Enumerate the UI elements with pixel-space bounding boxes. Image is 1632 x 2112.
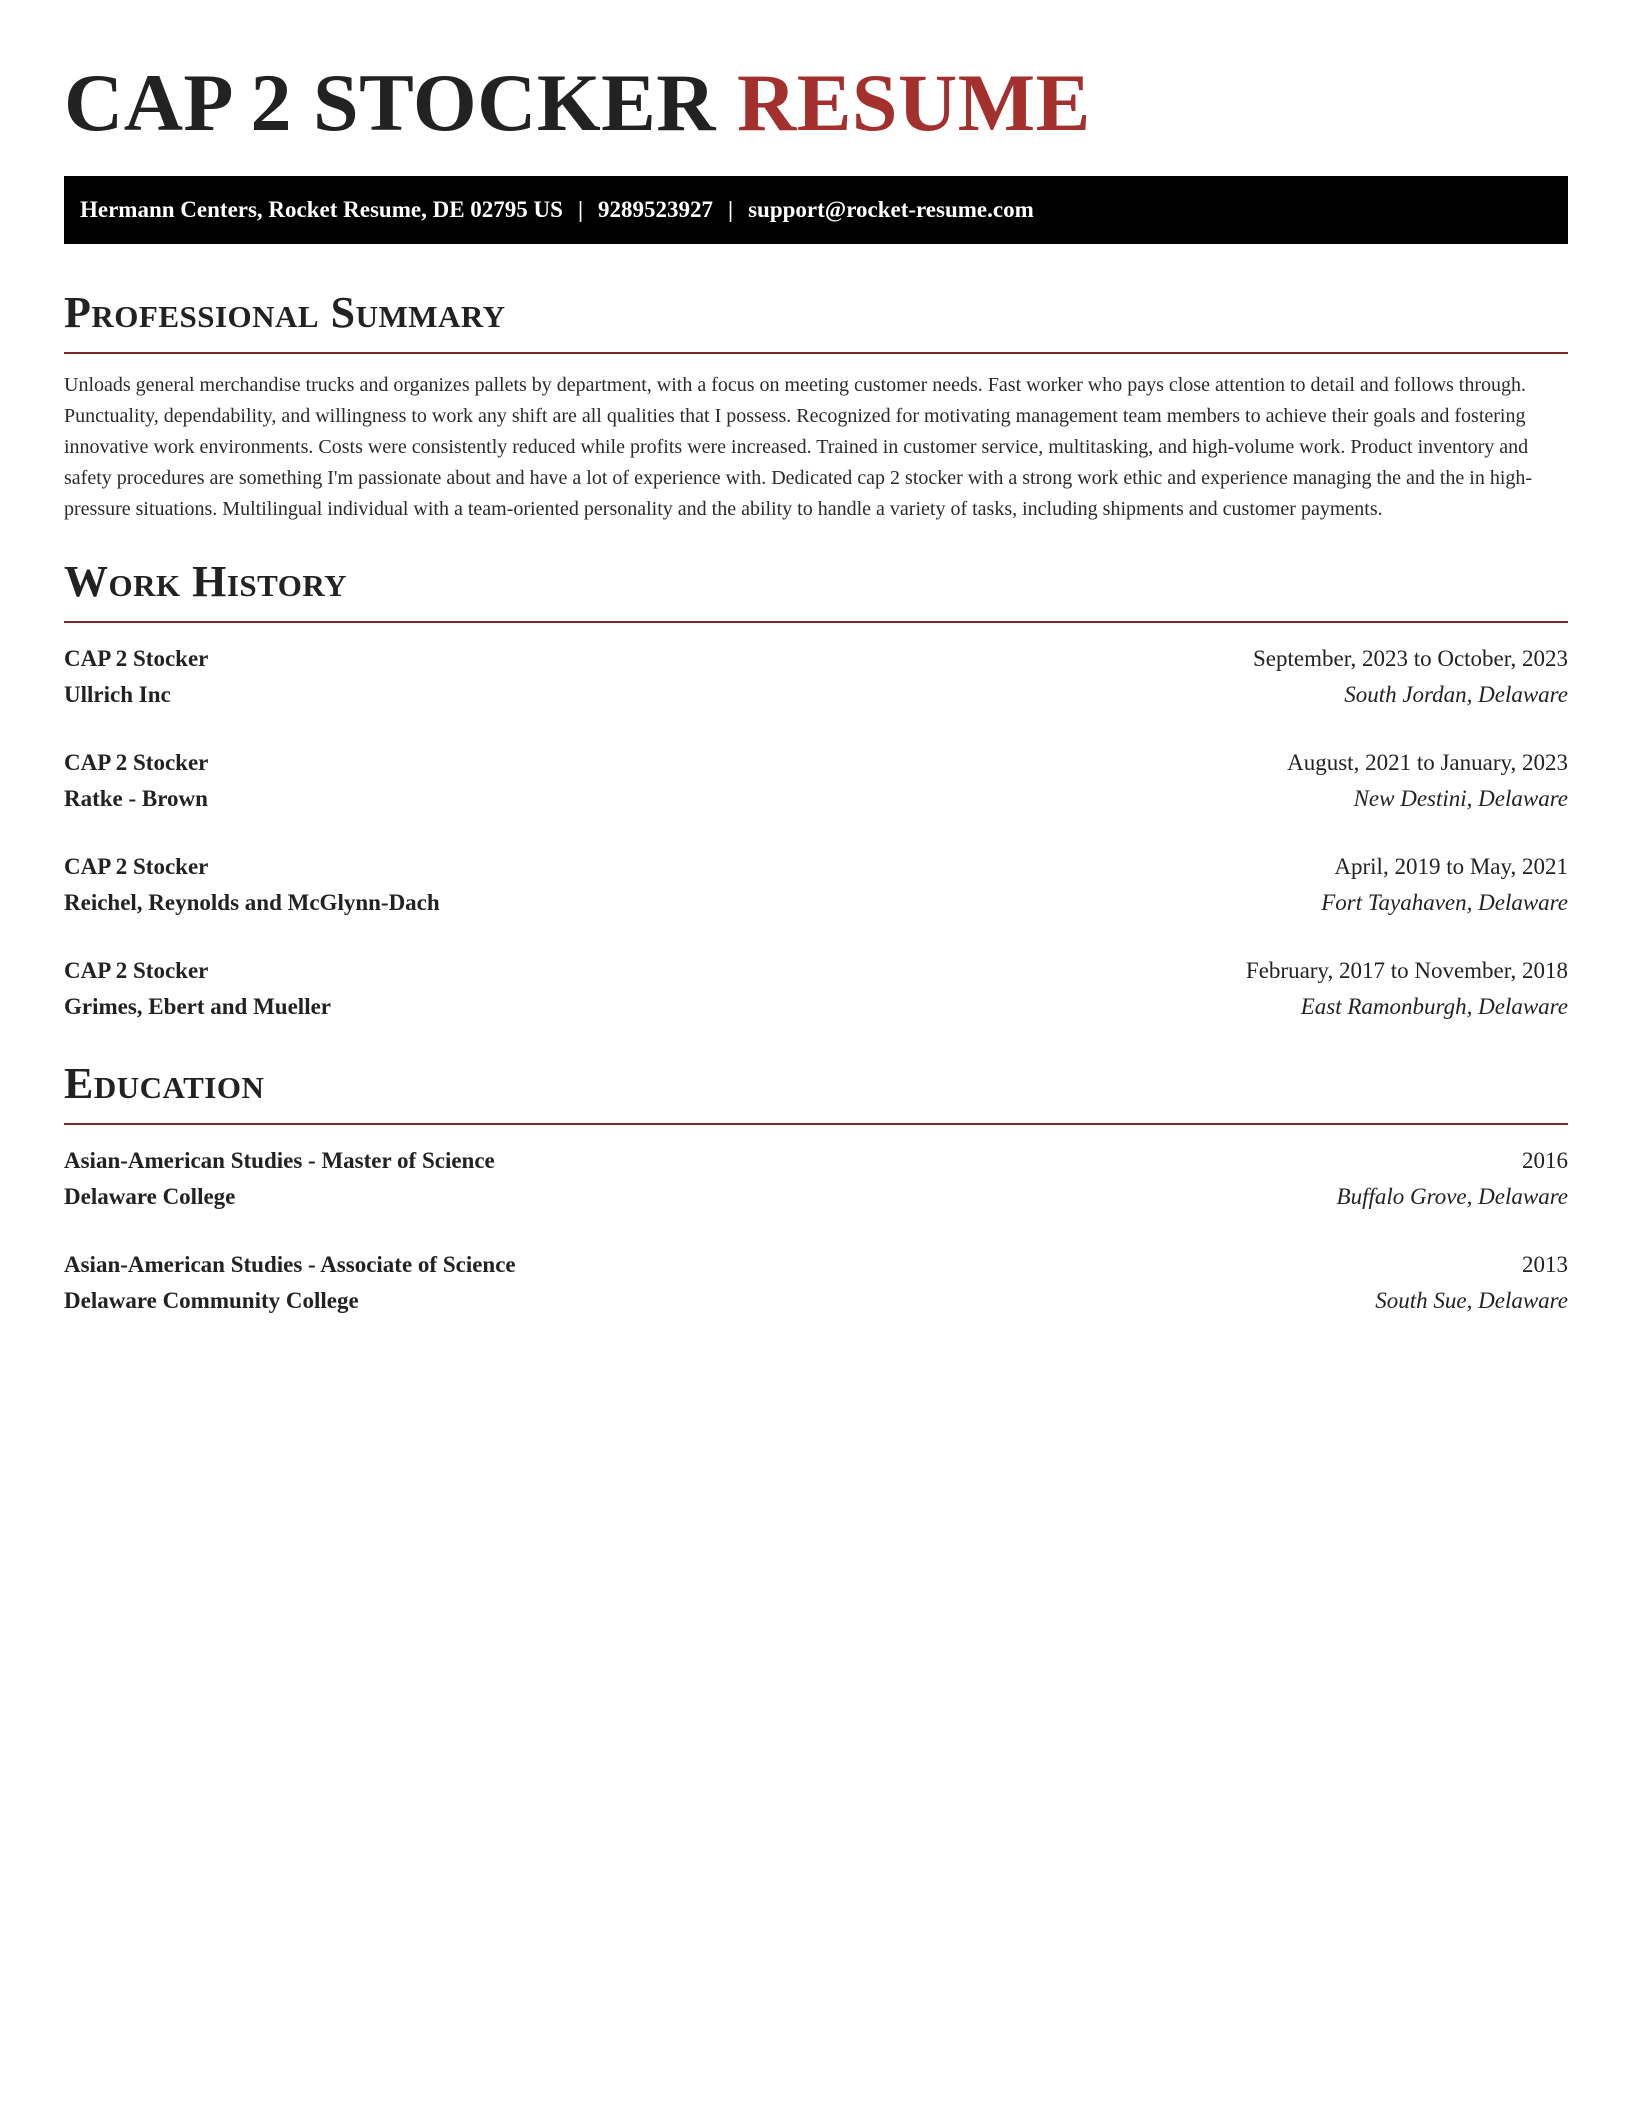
school-name: Delaware College: [64, 1184, 236, 1209]
summary-heading: Professional Summary: [64, 288, 506, 337]
job-location: South Jordan, Delaware: [1344, 682, 1568, 707]
degree-name: Asian-American Studies - Associate of Science: [64, 1252, 516, 1277]
job-dates: April, 2019 to May, 2021: [1334, 854, 1568, 879]
contact-separator: |: [728, 197, 734, 222]
graduation-year: 2013: [1522, 1252, 1568, 1277]
education-entry: [64, 1247, 1568, 1319]
job-dates: August, 2021 to January, 2023: [1287, 750, 1568, 775]
education-entry: [64, 1143, 1568, 1215]
contact-separator: |: [577, 197, 584, 222]
degree-name: Asian-American Studies - Master of Science: [64, 1148, 495, 1173]
education-heading: Education: [64, 1059, 265, 1108]
contact-bar: [64, 176, 1568, 244]
school-location: South Sue, Delaware: [1375, 1288, 1568, 1313]
graduation-year: 2016: [1522, 1148, 1568, 1173]
job-title: CAP 2 Stocker: [64, 854, 209, 879]
section-divider: [64, 621, 1568, 623]
company-name: Ratke - Brown: [64, 786, 208, 811]
school-name: Delaware Community College: [64, 1288, 359, 1313]
education-list: [64, 1143, 1568, 1319]
contact-email: support@rocket-resume.com: [748, 197, 1034, 222]
work-history-heading: Work History: [64, 557, 348, 606]
resume-page: [64, 0, 1568, 1319]
job-title: CAP 2 Stocker: [64, 646, 209, 671]
job-dates: September, 2023 to October, 2023: [1253, 646, 1568, 671]
job-location: East Ramonburgh, Delaware: [1300, 994, 1568, 1019]
section-divider: [64, 352, 1568, 354]
work-entry: [64, 745, 1568, 817]
section-divider: [64, 1123, 1568, 1125]
contact-phone: 9289523927: [598, 197, 714, 222]
company-name: Ullrich Inc: [64, 682, 171, 707]
work-history-section: [64, 555, 1568, 1025]
job-title: CAP 2 Stocker: [64, 750, 209, 775]
work-entry: [64, 849, 1568, 921]
company-name: Grimes, Ebert and Mueller: [64, 994, 332, 1019]
job-title: CAP 2 Stocker: [64, 958, 209, 983]
company-name: Reichel, Reynolds and McGlynn-Dach: [64, 890, 440, 915]
job-location: New Destini, Delaware: [1353, 786, 1568, 811]
resume-title-main: CAP 2 STOCKER: [64, 57, 717, 148]
resume-title-accent: RESUME: [737, 57, 1091, 148]
contact-address: Hermann Centers, Rocket Resume, DE 02795 US: [80, 197, 563, 222]
summary-text: Unloads general merchandise trucks and organizes pallets by department, with a focus on meeting customer needs. Fast worker who pays close attention to detail and follows through. Punctuality, dependability, and willingness to work any shift are all qualities that I possess. Recognized for motivating management team members to achieve their goals and fostering innovative work environments. Costs were consistently reduced while profits were increased. Trained in customer service, multitasking, and high-volume work. Product inventory and safety procedures are something I'm passionate about and have a lot of experience with. Dedicated cap 2 stocker with a strong work ethic and experience managing the and the in high-pressure situations. Multilingual individual with a team-oriented personality and the ability to handle a variety of tasks, including shipments and customer payments.: [64, 374, 1533, 520]
school-location: Buffalo Grove, Delaware: [1336, 1184, 1568, 1209]
work-entry: [64, 641, 1568, 713]
education-section: [64, 1057, 1568, 1319]
job-dates: February, 2017 to November, 2018: [1245, 958, 1568, 983]
job-location: Fort Tayahaven, Delaware: [1321, 890, 1568, 915]
summary-section: [64, 286, 1568, 525]
resume-title: [64, 0, 1568, 151]
work-entry: [64, 953, 1568, 1025]
work-history-list: [64, 641, 1568, 1025]
